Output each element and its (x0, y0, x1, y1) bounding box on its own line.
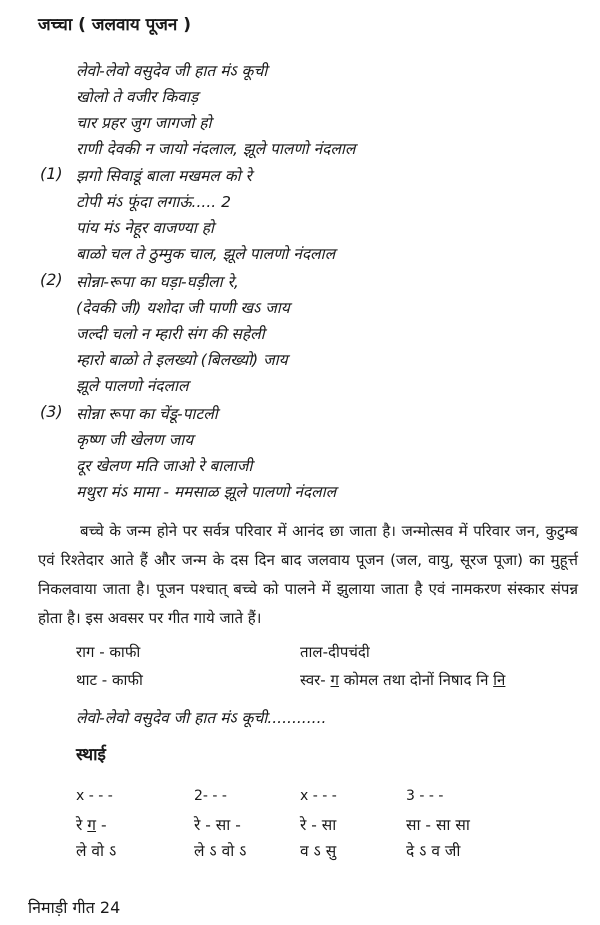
verse-line: चार प्रहर जुग जागजो हो (76, 114, 212, 132)
verse-line: टोपी मंऽ फूंदा लगाऊं..... 2 (76, 193, 231, 211)
komal-ga: ग (330, 671, 339, 689)
raag-label: राग - काफी (76, 643, 141, 661)
beat-marker: 2- - - (194, 788, 227, 804)
verse-line: लेवो-लेवो वसुदेव जी हात मंऽ कूची (76, 62, 268, 80)
swara-re: रे (76, 816, 88, 834)
swar-label (300, 670, 505, 690)
verse-line: म्हारो बाळो ते इलख्यो (बिलख्यो) जाय (76, 351, 288, 369)
song-start-line: लेवो-लेवो वसुदेव जी हात मंऽ कूची............ (76, 709, 327, 727)
komal-ni: नि (493, 671, 506, 689)
verse-line: राणी देवकी न जायो नंदलाल, झूले पालणो नंदलाल (76, 140, 356, 158)
lyric-cell: ले ऽ वो ऽ (194, 842, 247, 860)
description-paragraph: बच्चे के जन्म होने पर सर्वत्र परिवार में आनंद छा जाता है। जन्मोत्सव में परिवार जन, कुटुम्ब एवं रिश्तेदार आते हैं और जन्म के दस दिन बाद जलवाय पूजन (जल, वायु, सूरज पूजा) का मुहूर्त्त निकलवाया जाता है। पूजन पश्चात् बच्चे को पालने में झुलाया जाता है एवं नामकरण संस्कार संपन्न होता है। इस अवसर पर गीत गाये जाते हैं। (38, 522, 578, 627)
verse-line: सोन्ना-रूपा का घड़ा-घड़ीला रे, (76, 273, 239, 291)
swara-cell: रे - सा - (194, 816, 241, 834)
song-title: जच्चा ( जलवाय पूजन ) (38, 15, 191, 35)
sthai-heading: स्थाई (76, 745, 106, 765)
verse-line: जल्दी चलो न म्हारी संग की सहेली (76, 325, 265, 343)
verse-line: सोन्ना रूपा का चेंडू-पाटली (76, 405, 218, 423)
swar-prefix: स्वर- (300, 671, 326, 689)
lyric-cell: दे ऽ व जी (406, 842, 461, 860)
swar-desc: कोमल तथा दोनों निषाद नि (343, 671, 489, 689)
verse-line: झगो सिवाडूं बाला मखमल को रे (76, 167, 252, 185)
verse-line: बाळो चल ते ठुम्मुक चाल, झूले पालणो नंदलाल (76, 245, 336, 263)
verse-line: (देवकी जी) यशोदा जी पाणी खऽ जाय (76, 299, 290, 317)
taal-label: ताल-दीपचंदी (300, 643, 370, 661)
verse-number: (1) (40, 164, 63, 183)
verse-number: (3) (40, 402, 63, 421)
beat-marker: 3 - - - (406, 788, 444, 804)
swara-cell: सा - सा सा (406, 816, 470, 834)
swara-dash: - (96, 816, 107, 834)
verse-line: दूर खेलण मति जाओ रे बालाजी (76, 457, 253, 475)
verse-line: मथुरा मंऽ मामा - ममसाळ झूले पालणो नंदलाल (76, 483, 337, 501)
beat-marker: x - - - (76, 788, 113, 804)
page-footer: निमाड़ी गीत 24 (28, 898, 121, 917)
swara-komal-ga: ग (87, 816, 97, 834)
verse-line: कृष्ण जी खेलण जाय (76, 431, 194, 449)
thaat-label: थाट - काफी (76, 671, 143, 689)
verse-line: पांय मंऽ नेहूर वाजण्या हो (76, 219, 214, 237)
lyric-cell: व ऽ सु (300, 842, 337, 860)
verse-number: (2) (40, 270, 63, 289)
swara-cell (76, 813, 107, 835)
verse-line: झूले पालणो नंदलाल (76, 377, 189, 395)
verse-line: खोलो ते वजीर किवाड़ (76, 88, 199, 106)
lyric-cell: ले वो ऽ (76, 842, 117, 860)
beat-marker: x - - - (300, 788, 337, 804)
swara-cell: रे - सा (300, 816, 337, 834)
